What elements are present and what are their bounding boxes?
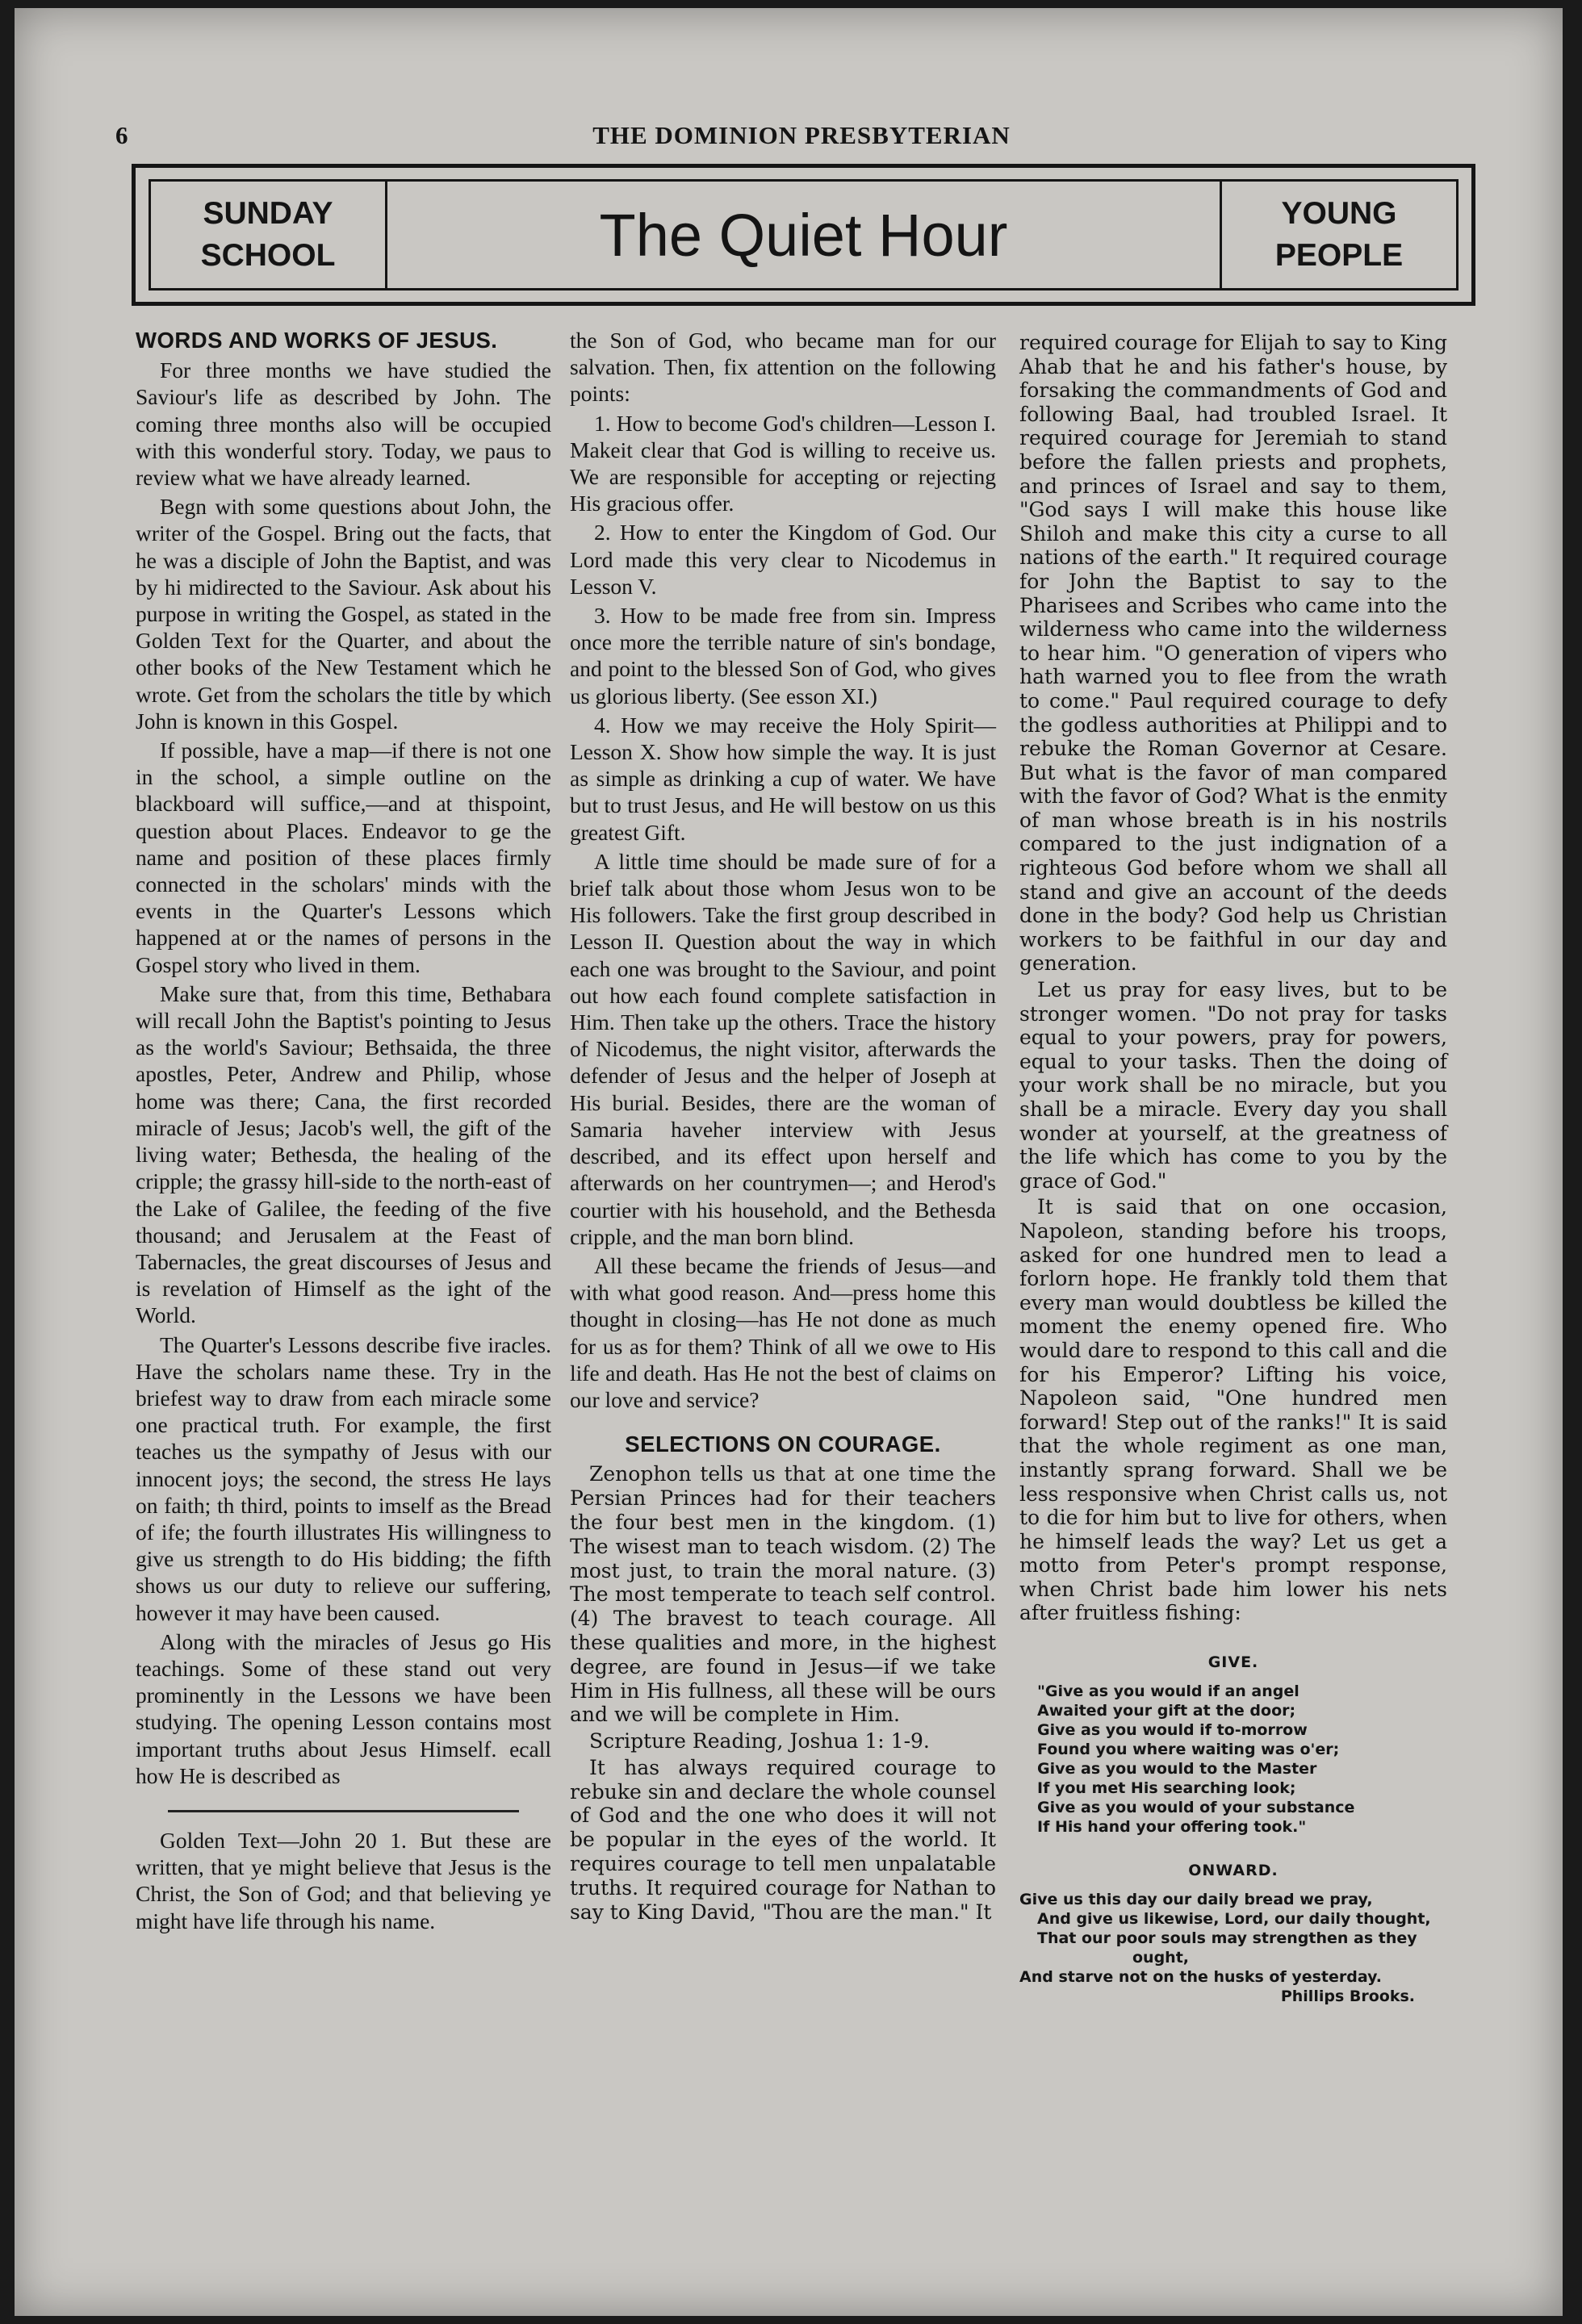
poem-title: ONWARD. — [1188, 1862, 1279, 1880]
banner-inner-frame — [149, 179, 1459, 290]
poem-line: ought, — [1132, 1949, 1190, 1967]
scripture-reading: Scripture Reading, Joshua 1: 1-9. — [589, 1729, 930, 1753]
poem-line: Give as you would if to-morrow — [1037, 1721, 1308, 1740]
paragraph: It has always required courage to rebuke sin and declare the whole counsel of God and the one who does it will not be popular in the eyes of the world. It requires courage to tell men unpalatable truths. It required courage for Nathan to say to King David, "Thou are the man." It — [570, 1755, 997, 1924]
poem-line: If His hand your offering took." — [1037, 1818, 1307, 1837]
numbered-point: 1. How to become God's children—Lesson I. Makeit clear that God is willing to receive us. We are responsible for accepting or rejecting His gracious offer. — [570, 410, 996, 516]
paragraph: For three months we have studied the Saviour's life as described by John. The coming three months also will be occupied with this wonderful story. Today, we paus to review what we have already learned. — [136, 357, 551, 491]
selections-on-courage — [570, 1431, 996, 1924]
section-banner — [132, 164, 1475, 306]
paragraph: All these became the friends of Jesus—and with what good reason. And—press home this thought in closing—has He not done as much for us as for them? Think of all we owe to His life and death. Has He not the best of claims on our love and service? — [570, 1252, 996, 1412]
article-heading-words-and-works: WORDS AND WORKS OF JESUS. — [136, 328, 498, 353]
column-1 — [136, 327, 551, 1934]
banner-left-line1: SUNDAY — [203, 196, 333, 231]
banner-right-line2: PEOPLE — [1274, 238, 1404, 273]
banner-left-label — [151, 182, 387, 288]
paragraph: It is said that on one occasion, Napoleon, standing before his troops, asked for one hundred men to lead a forlorn hope. He frankly told them that every man would doubtless be killed the moment the enemy opened fire. Who would dare to respond to this call and die for his Emperor? Lifting his voice, Napoleon said, "One hundred men forward! Step out of the ranks!" It is said that the whole regiment as one man, instantly sprang forward. Shall we be less responsive when Christ calls us, not to die for him but to live for others, when he himself leads the way? Let us get a motto from Peter's prompt response, when Christ bade him lower his nets after fruitless fishing: — [1019, 1195, 1447, 1625]
poem-line: Give as you would of your substance — [1037, 1799, 1355, 1817]
banner-left-line2: SCHOOL — [200, 238, 336, 273]
paragraph: The Quarter's Lessons describe five iracles. Have the scholars name these. Try in the briefest way to draw from each miracle some one practical truth. For example, the first teaches us the sympathy of Jesus with our innocent joys; the second, the stress He lays on faith; th third, points to imself as the Bread of ife; the fourth illustrates His willingness to give us strength to do His bidding; the fifth shows us our duty to relieve our suffering, however it may have been caused. — [136, 1331, 551, 1625]
poem-line: And starve not on the husks of yesterday. — [1019, 1968, 1382, 1987]
poem-title: GIVE. — [1207, 1653, 1259, 1672]
publication-name: THE DOMINION PRESBYTERIAN — [592, 121, 1011, 149]
newspaper-page — [15, 8, 1563, 2316]
banner-right-line1: YOUNG — [1281, 196, 1397, 231]
poem-give — [1019, 1653, 1447, 1837]
numbered-point: 4. How we may receive the Holy Spirit—Lesson X. Show how simple the way. It is just as simple as drinking a cup of water. We have but to trust Jesus, and He will bestow on us this greatest Gift. — [570, 712, 996, 845]
article-heading-selections: SELECTIONS ON COURAGE. — [625, 1432, 941, 1457]
paragraph: Along with the miracles of Jesus go His teachings. Some of these stand out very prominently in the Lessons we have been studying. The opening Lesson contains most important truths about Jesus Himself. ecall how He is described as — [136, 1628, 551, 1788]
poem-line: "Give as you would if an angel — [1037, 1682, 1300, 1701]
page-number: 6 — [115, 121, 128, 149]
paragraph: If possible, have a map—if there is not one in the school, a simple outline on the blackboard will suffice,—and at thispoint, question about Places. Endeavor to ge the name and position of these places firmly connected in the scholars' minds with the events in the Quarter's Lessons which happened at or the names of persons in the Gospel story who lived in them. — [136, 738, 551, 977]
paragraph: Zenophon tells us that at one time the Persian Princes had for their teachers the four best men in the kingdom. (1) The wisest man to teach wisdom. (2) The most just, to train the moral nature. (3) The most temperate to teach self control. (4) The bravest to teach courage. All these qualities and more, in the highest degree, are found in Jesus—if we take Him in His fullness, all these will be ours and we will be complete in Him. — [570, 1462, 996, 1727]
poem-line: Give us this day our daily bread we pray, — [1019, 1891, 1373, 1909]
banner-right-label — [1220, 182, 1456, 288]
poem-line: That our poor souls may strengthen as they — [1037, 1929, 1417, 1948]
running-head — [115, 121, 1488, 153]
paragraph: Begn with some questions about John, the writer of the Gospel. Bring out the facts, that he was a disciple of John the Baptist, and was by hi midirected to the Saviour. Ask about his purpose in writing the Gospel, as stated in the Golden Text for the Quarter, and about the other books of the New Testament which he wrote. Get from the scholars the title by which John is known in this Gospel. — [136, 494, 551, 734]
divider-rule — [168, 1810, 519, 1812]
poem-line: Found you where waiting was o'er; — [1037, 1741, 1340, 1759]
poem-line: Awaited your gift at the door; — [1037, 1702, 1296, 1720]
numbered-point: 2. How to enter the Kingdom of God. Our Lord made this very clear to Nicodemus in Lesson V. — [570, 520, 996, 599]
paragraph: the Son of God, who became man for our salvation. Then, fix attention on the following points: — [570, 328, 996, 407]
poem-line: If you met His searching look; — [1037, 1779, 1296, 1798]
numbered-point: 3. How to be made free from sin. Impress once more the terrible nature of sin's bondage, and point to the blessed Son of God, who gives us glorious liberty. (See esson XI.) — [570, 603, 996, 708]
paragraph: required courage for Elijah to say to King Ahab that he and his father's house, by forsaking the commandments of God and following Baal, had troubled Israel. It required courage for Jeremiah to stand before the fallen priests and prophets, and princes of Israel and say to them, "God says I will make this house like Shiloh and make this city a curse to all nations of the earth." It required courage for John the Baptist to say to the Pharisees and Scribes who came into the wilderness who came into the wilderness to hear him. "O generation of vipers who hath warned you to flee from the wrath to come." Paul required courage to defy the godless authorities at Philippi and to rebuke the Roman Governor at Cesare. But what is the favor of man compared with the favor of God? What is the enmity of man whose breath is in his nostrils compared to the just indignation of a righteous God before whom we shall all stand and give an account of the deeds done in the body? God help us Christian workers to be faithful in our day and generation. — [1019, 331, 1447, 976]
poem-onward — [1019, 1861, 1447, 2006]
poem-author: Phillips Brooks. — [1280, 1988, 1415, 2006]
paragraph: A little time should be made sure of for a brief talk about those whom Jesus won to be His followers. Take the first group described in Lesson II. Question about the way in which each one was brought to the Saviour, and point out how each found complete satisfaction in Him. Then take up the others. Trace the history of Nicodemus, the night visitor, afterwards the defender of Jesus and the helper of Joseph at His burial. Besides, there are the woman of Samaria haveher interview with Jesus described, and its effect upon herself and afterwards on her countrymen—; and Herod's courtier with his household, and the Bethesda cripple, and the man born blind. — [570, 848, 996, 1249]
paragraph: Make sure that, from this time, Bethabara will recall John the Baptist's pointing to Jesus as the world's Saviour; Bethsaida, the three apostles, Peter, Andrew and Philip, whose home was there; Cana, the first recorded miracle of Jesus; Jacob's well, the gift of the living water; Bethesda, the healing of the cripple; the grassy hill-side to the north-east of the Lake of Galilee, the feeding of the five thousand; and Jerusalem at the Feast of Tabernacles, the great discourses of Jesus and is revelation of Himself as the ight of the World. — [136, 980, 551, 1328]
banner-title: The Quiet Hour — [599, 201, 1008, 269]
column-2 — [570, 327, 996, 1924]
poem-line: Give as you would to the Master — [1037, 1760, 1317, 1779]
poem-line: And give us likewise, Lord, our daily thought, — [1037, 1910, 1431, 1929]
golden-text: Golden Text—John 20 1. But these are written, that ye might believe that Jesus is the Christ, the Son of God; and that believing ye might have life through his name. — [136, 1827, 551, 1933]
column-3 — [1019, 331, 1447, 2006]
paragraph: Let us pray for easy lives, but to be stronger women. "Do not pray for tasks equal to your powers, pray for powers, equal to your tasks. Then the doing of your work shall be no miracle, but you shall be a miracle. Every day you shall wonder at yourself, at the greatness of the life which has come to you by the grace of God." — [1019, 978, 1447, 1193]
